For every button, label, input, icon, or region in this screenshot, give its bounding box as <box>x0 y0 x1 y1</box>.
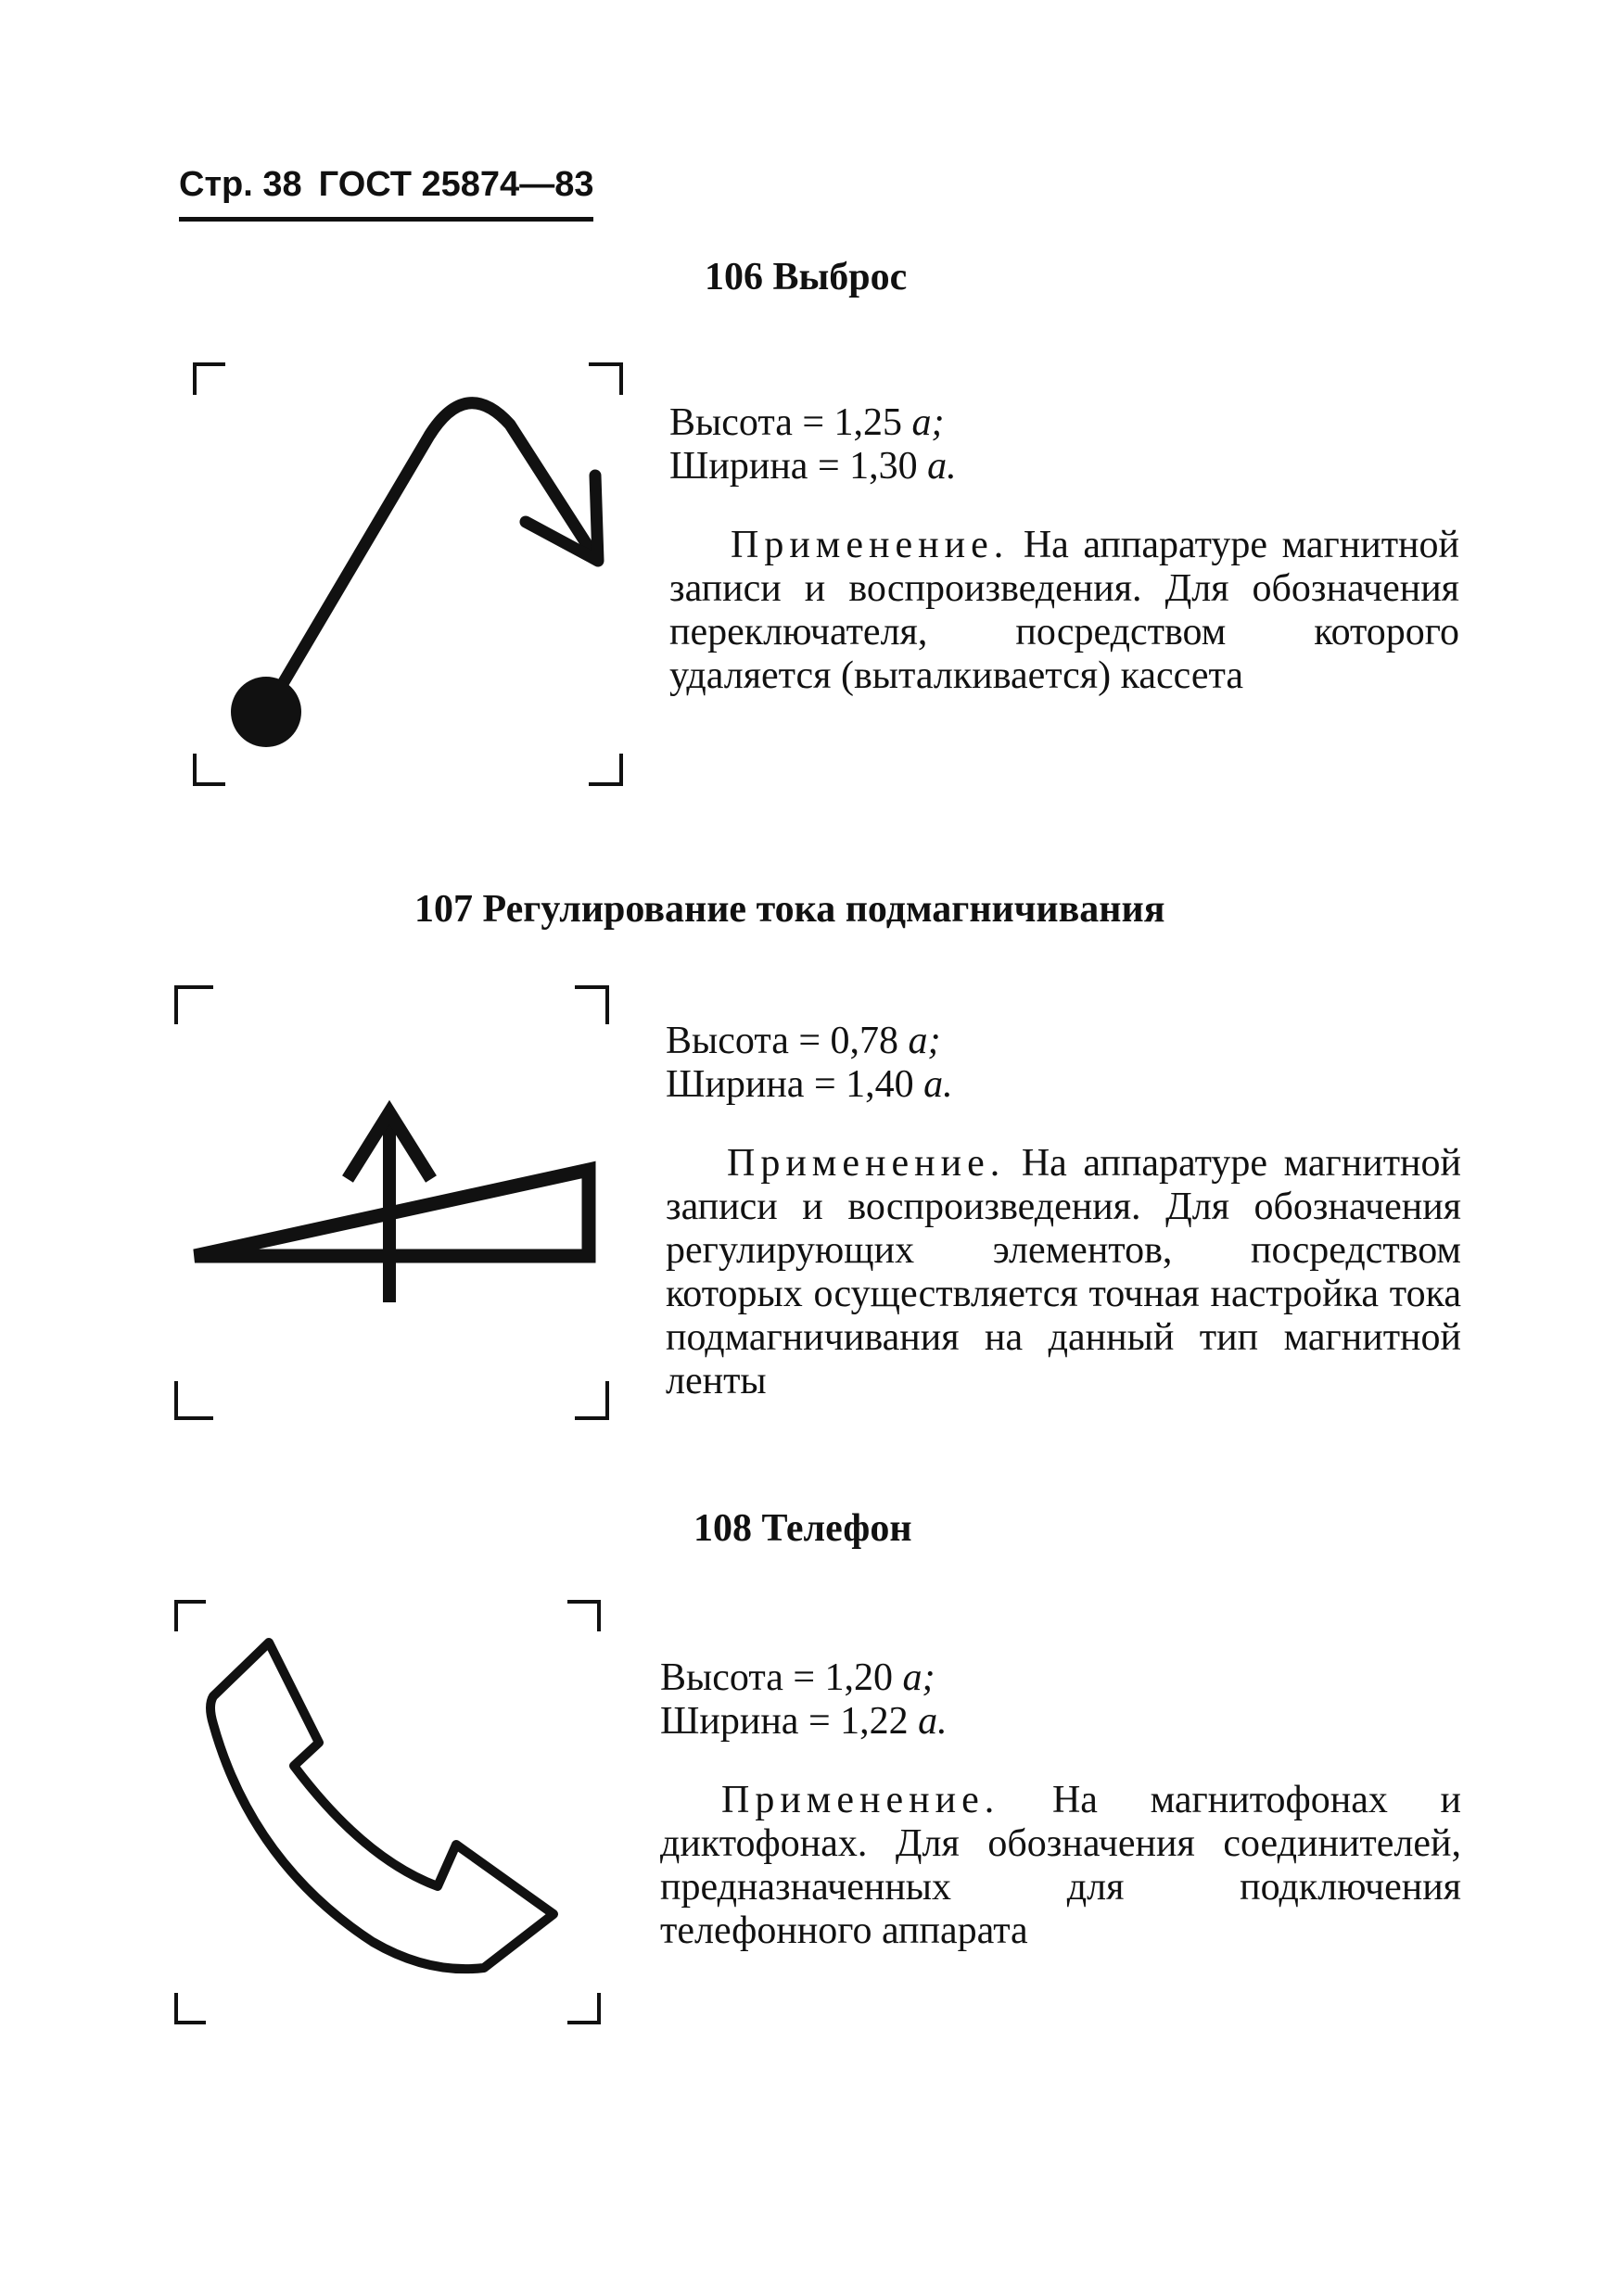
section-title-106: 106 Выброс <box>705 256 908 298</box>
frame-corner-bl <box>176 1993 206 2023</box>
section-info-106 <box>669 401 1459 698</box>
application-text: Применение. На магнитофонах и диктофонах. Для обозначения соединителей, предназначенных для подключения телефонного аппарата <box>660 1779 1461 1952</box>
frame-corner-tl <box>176 1602 206 1631</box>
standard-number: ГОСТ 25874—83 <box>318 165 594 204</box>
frame-corner-tl <box>195 364 225 395</box>
bias-current-adjust-symbol-icon <box>162 973 626 1437</box>
frame-corner-tl <box>176 987 213 1024</box>
frame-corner-tr <box>567 1602 599 1631</box>
section-info-107 <box>666 1020 1461 1403</box>
height-line: Высота = 1,25 а; <box>669 401 945 444</box>
width-line: Ширина = 1,22 а. <box>660 1700 948 1743</box>
application-text: Применение. На аппаратуре магнитной записи и воспроизведения. Для обозначения регулирующих элементов, посредством которых осуществляется точная настройка тока подмагничивания на данный тип магнитной ленты <box>666 1142 1461 1402</box>
frame-corner-tr <box>589 364 621 395</box>
eject-arc-path <box>266 403 596 712</box>
width-line: Ширина = 1,30 а. <box>669 445 957 488</box>
eject-symbol-icon <box>181 350 644 805</box>
frame-corner-br <box>575 1381 607 1418</box>
frame-corner-bl <box>176 1381 213 1418</box>
frame-corner-br <box>589 754 621 784</box>
eject-dot <box>231 677 301 747</box>
section-info-108 <box>660 1656 1461 1953</box>
height-line: Высота = 1,20 а; <box>660 1656 935 1699</box>
section-title-108: 108 Телефон <box>693 1507 912 1550</box>
frame-corner-bl <box>195 754 225 784</box>
frame-corner-tr <box>575 987 607 1024</box>
section-title-107: 107 Регулирование тока подмагничивания <box>414 888 1165 931</box>
handset-outline <box>210 1643 554 1969</box>
frame-corner-br <box>567 1993 599 2023</box>
width-line: Ширина = 1,40 а. <box>666 1063 953 1106</box>
page-header <box>179 167 593 222</box>
telephone-handset-symbol-icon <box>159 1576 623 2039</box>
page-number: Стр. 38 <box>179 165 302 204</box>
application-text: Применение. На аппаратуре магнитной записи и воспроизведения. Для обозначения переключателя, посредством которого удаляется (выталкивается) кассета <box>669 524 1459 697</box>
height-line: Высота = 0,78 а; <box>666 1020 941 1062</box>
